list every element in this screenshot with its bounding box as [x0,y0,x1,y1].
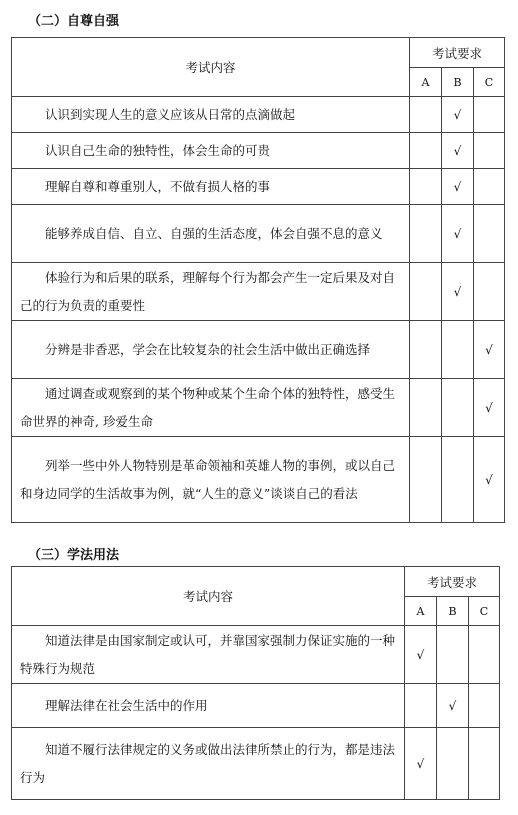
mark-b [442,321,474,379]
table-row [12,379,505,437]
header-level-c: C [469,597,500,626]
table-row [12,97,505,133]
header-level-b: B [437,597,469,626]
mark-a [410,263,442,321]
mark-c [469,684,500,728]
header-level-b: B [442,68,474,97]
mark-a: √ [405,728,437,800]
content-cell: 通过调查或观察到的某个物种或某个生命个体的独特性，感受生命世界的神奇, 珍爱生命 [12,379,410,437]
header-level-a: A [410,68,442,97]
table-row [12,169,505,205]
mark-c: √ [474,437,505,523]
mark-b: √ [437,684,469,728]
mark-b: √ [442,97,474,133]
table-row [12,728,500,800]
mark-c: √ [474,379,505,437]
mark-c [469,626,500,684]
mark-a [410,133,442,169]
header-level-c: C [474,68,505,97]
section-title-self-respect: （二）自尊自强 [28,14,120,29]
table-row [12,626,500,684]
exam-table-self-respect [11,37,505,523]
content-cell: 理解自尊和尊重别人，不做有损人格的事 [12,169,410,205]
content-cell: 分辨是非香恶，学会在比较复杂的社会生活中做出正确选择 [12,321,410,379]
mark-a [410,379,442,437]
mark-b [437,728,469,800]
mark-a [410,169,442,205]
header-content: 考试内容 [12,567,405,626]
header-content: 考试内容 [12,38,410,97]
mark-b [437,626,469,684]
content-cell: 知道法律是由国家制定或认可，并靠国家强制力保证实施的一种特殊行为规范 [12,626,405,684]
mark-a [410,205,442,263]
table-row [12,133,505,169]
content-cell: 认识自己生命的独特性，体会生命的可贵 [12,133,410,169]
exam-table-law [11,566,500,800]
content-cell: 知道不履行法律规定的义务或做出法律所禁止的行为，都是违法行为 [12,728,405,800]
table-row [12,684,500,728]
content-cell: 认识到实现人生的意义应该从日常的点滴做起 [12,97,410,133]
content-cell: 列举一些中外人物特别是革命领袖和英雄人物的事例，或以自己和身边同学的生活故事为例，就“人生的意义”谈谈自己的看法 [12,437,410,523]
header-requirement: 考试要求 [405,567,500,597]
mark-c [474,169,505,205]
mark-b: √ [442,263,474,321]
content-cell: 理解法律在社会生活中的作用 [12,684,405,728]
mark-a [405,684,437,728]
header-requirement: 考试要求 [410,38,505,68]
mark-a [410,97,442,133]
mark-a [410,321,442,379]
mark-b [442,437,474,523]
mark-c [469,728,500,800]
mark-b: √ [442,169,474,205]
content-cell: 能够养成自信、自立、自强的生活态度，体会自强不息的意义 [12,205,410,263]
mark-c [474,97,505,133]
content-cell: 体验行为和后果的联系，理解每个行为都会产生一定后果及对自己的行为负责的重要性 [12,263,410,321]
mark-b [442,379,474,437]
mark-c: √ [474,321,505,379]
header-level-a: A [405,597,437,626]
mark-a [410,437,442,523]
section-title-law: （三）学法用法 [28,548,120,563]
mark-c [474,263,505,321]
mark-b: √ [442,205,474,263]
table-row [12,205,505,263]
table-row [12,437,505,523]
mark-a: √ [405,626,437,684]
mark-b: √ [442,133,474,169]
table-row [12,263,505,321]
mark-c [474,133,505,169]
table-row [12,321,505,379]
mark-c [474,205,505,263]
